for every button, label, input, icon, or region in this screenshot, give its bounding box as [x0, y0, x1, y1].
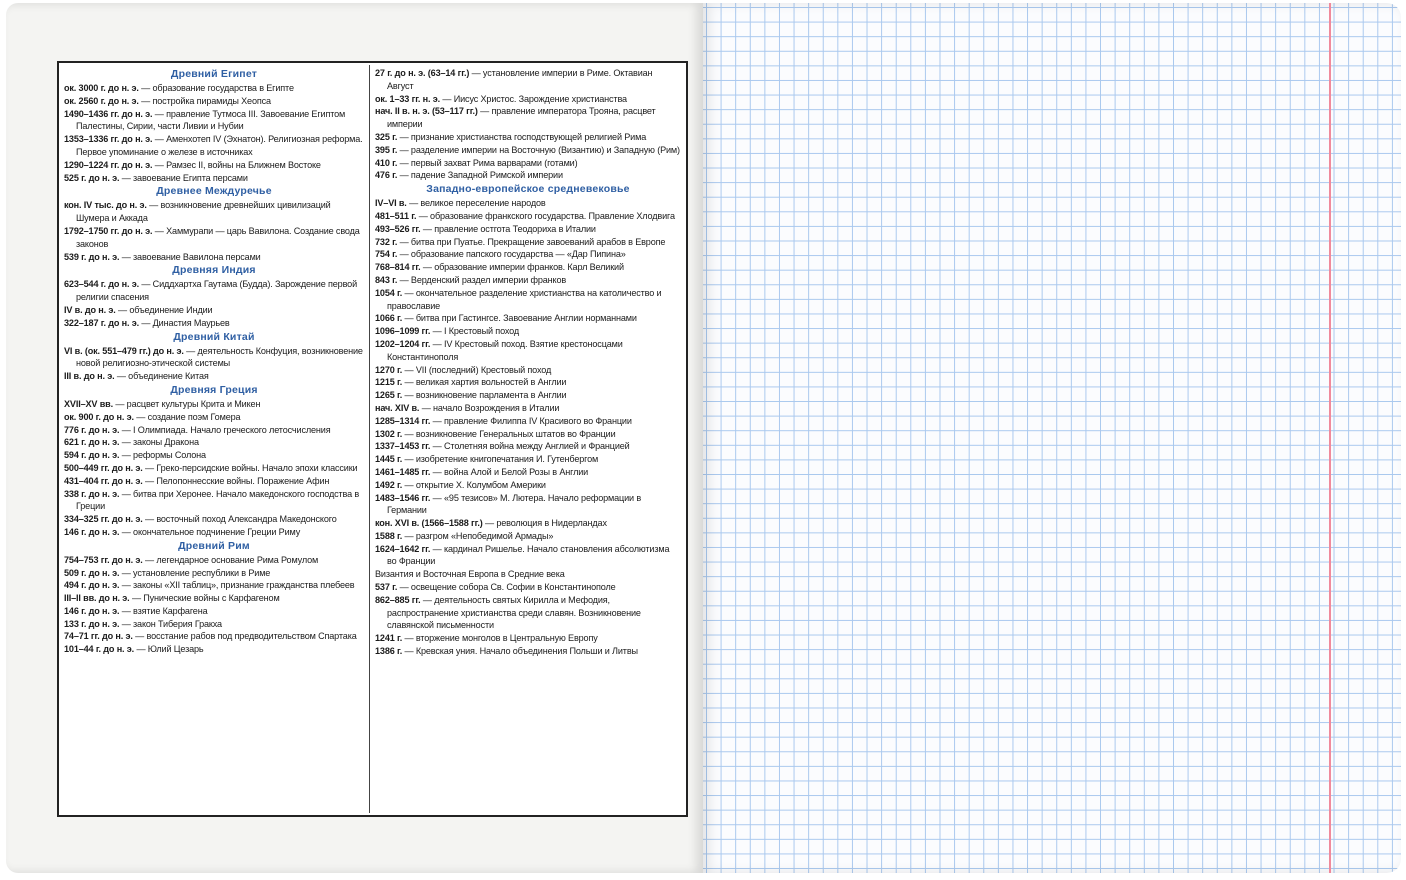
entry-date: 1215 г. [375, 377, 403, 388]
timeline-entry [375, 223, 681, 236]
entry-dash: — [430, 338, 444, 349]
timeline-entry [375, 581, 681, 594]
timeline-entry [64, 411, 364, 424]
entry-text: восстание рабов под предводительством Спартака [146, 631, 357, 642]
entry-text: освещение собора Св. Софии в Константинополе [410, 582, 616, 593]
timeline-entry [375, 440, 681, 453]
entry-date: 146 г. до н. э. [64, 526, 120, 537]
entry-dash: — [397, 144, 411, 155]
timeline-entry [64, 133, 364, 159]
timeline-entry [64, 554, 364, 567]
entry-date: 768–814 гг. [375, 262, 421, 273]
entry-date: 754 г. [375, 249, 398, 260]
entry-text: признание христианства господствующей религией Рима [410, 131, 647, 142]
timeline-entry [375, 236, 681, 249]
entry-date: 1492 г. [375, 479, 403, 490]
entry-text: правление императора Трояна, расцвет империи [387, 106, 656, 130]
timeline-entry [375, 210, 681, 223]
entry-text: возникновение парламента в Англии [415, 390, 567, 401]
entry-text: установление республики в Риме [133, 567, 271, 578]
entry-date: 1270 г. [375, 364, 403, 375]
entry-date: 27 г. до н. э. (63–14 гг.) [375, 68, 470, 78]
entry-dash: — [420, 223, 435, 234]
entry-dash: — [119, 567, 134, 578]
entry-date: 410 г. [375, 157, 398, 168]
entry-date: 1624–1642 гг. [375, 543, 431, 554]
entry-date: 862–885 гг. [375, 594, 421, 605]
timeline-entry [375, 632, 681, 645]
entry-date: VI в. (ок. 551–479 гг.) до н. э. [64, 345, 184, 356]
entry-text: IV Крестовый поход. Взятие крестоносцами Константинополя [387, 338, 623, 362]
entry-dash: — [430, 492, 444, 503]
entry-dash: — [138, 317, 153, 328]
entry-dash: — [134, 644, 148, 655]
entry-date: ок. 1–33 гг. н. э. [375, 93, 441, 104]
entry-date: 539 г. до н. э. [64, 251, 120, 262]
timeline-entry [64, 424, 364, 437]
entry-date: III–II вв. до н. э. [64, 593, 130, 604]
timeline-entry [64, 278, 364, 304]
entry-text: I Крестовый поход [444, 326, 520, 337]
section-heading: Западно-европейское средневековье [426, 183, 630, 196]
entry-date: 623–544 г. до н. э. [64, 279, 139, 290]
entry-dash: — [115, 304, 130, 315]
entry-dash: — [152, 134, 167, 145]
entry-dash: — [397, 131, 411, 142]
entry-date: 732 г. [375, 236, 398, 247]
entry-date: 594 г. до н. э. [64, 450, 120, 461]
entry-dash: — [132, 631, 147, 642]
entry-text: образование франкского государства. Правление Хлодвига [430, 210, 675, 221]
entry-text: война Алой и Белой Розы в Англии [444, 466, 589, 477]
entry-text: взятие Карфагена [133, 605, 208, 616]
entry-date: 1386 г. [375, 646, 403, 657]
entry-text: законы Дракона [133, 437, 199, 448]
entry-dash: — [146, 200, 161, 211]
entry-date: 1490–1436 гг. до н. э. [64, 108, 153, 119]
timeline-entry [375, 568, 681, 581]
entry-text: Столетняя война между Англией и Францией [444, 441, 630, 452]
entry-date: 525 г. до н. э. [64, 172, 120, 183]
timeline-entry [64, 488, 364, 514]
entry-date: 537 г. [375, 582, 398, 593]
timeline-entry [375, 402, 681, 415]
entry-text: битва при Пуатье. Прекращение завоеваний арабов в Европе [410, 236, 666, 247]
entry-text: Иисус Христос. Зарождение христианства [453, 93, 627, 104]
entry-text: образование империи франков. Карл Великий [434, 262, 624, 273]
entry-date: 1483–1546 гг. [375, 492, 431, 503]
notebook-spread [6, 3, 1401, 873]
section-heading: Древняя Греция [170, 383, 258, 396]
entry-text: завоевание Египта персами [133, 172, 248, 183]
timeline-entry [64, 317, 364, 330]
timeline-entry [64, 304, 364, 317]
entry-text: возникновение древнейших цивилизаций Шумера и Аккада [76, 200, 331, 224]
section-heading: Древний Рим [178, 539, 250, 552]
entry-dash: — [430, 543, 444, 554]
left-page-cover-inside [6, 3, 703, 873]
entry-date: ок. 3000 г. до н. э. [64, 83, 139, 93]
entry-dash: — [402, 287, 416, 298]
timeline-entry [375, 67, 681, 93]
entry-dash: — [469, 68, 483, 78]
entry-dash: — [419, 402, 434, 413]
entry-dash: — [133, 411, 148, 422]
section-heading: Древний Египет [170, 68, 258, 80]
timeline-entry [375, 492, 681, 518]
timeline-entry [375, 415, 681, 428]
entry-text: деятельность Конфуция, возникновение новой религиозно-этической системы [76, 345, 363, 369]
entry-text: битва при Гастингсе. Завоевание Англии норманнами [415, 313, 637, 324]
entry-date: 843 г. [375, 274, 398, 285]
entry-dash: — [430, 466, 444, 477]
entry-text: «95 тезисов» М. Лютера. Начало реформации в Германии [387, 492, 642, 516]
timeline-entry [64, 605, 364, 618]
timeline-entry [64, 82, 364, 95]
entry-date: 1290–1224 гг. до н. э. [64, 159, 153, 170]
entry-dash: — [142, 462, 157, 473]
entry-dash: — [402, 633, 416, 644]
entry-dash: — [397, 582, 411, 593]
entry-dash: — [402, 479, 416, 490]
timeline-entry [64, 449, 364, 462]
timeline-entry [375, 274, 681, 287]
entry-dash: — [402, 390, 416, 401]
entry-dash: — [119, 605, 134, 616]
entry-date: 1792–1750 гг. до н. э. [64, 225, 153, 236]
entry-text: Династия Маурьев [152, 317, 230, 328]
entry-text: правление остгота Теодориха в Италии [434, 223, 596, 234]
entry-dash: — [402, 530, 416, 541]
entry-date: 1066 г. [375, 313, 403, 324]
entry-date: XVII–XV вв. [64, 398, 113, 409]
entry-text: образование папского государства — «Дар Пипина» [410, 249, 626, 260]
entry-dash: — [119, 618, 134, 629]
entry-date: кон. IV тыс. до н. э. [64, 200, 147, 211]
timeline-entry [375, 453, 681, 466]
entry-date: 776 г. до н. э. [64, 424, 120, 435]
entry-dash: — [430, 415, 444, 426]
entry-dash: — [402, 428, 416, 439]
entry-text: Пелопоннесские войны. Поражение Афин [156, 475, 330, 486]
entry-date: ок. 2560 г. до н. э. [64, 95, 139, 106]
entry-date: 500–449 гг. до н. э. [64, 462, 143, 473]
entry-dash: — [129, 593, 144, 604]
entry-dash: — [397, 170, 411, 181]
timeline-entry [375, 364, 681, 377]
red-margin-line [1329, 3, 1331, 873]
timeline-entry [375, 157, 681, 170]
entry-dash: — [114, 371, 129, 382]
timeline-entry [64, 345, 364, 371]
entry-dash: — [152, 225, 167, 236]
timeline-entry [64, 225, 364, 251]
entry-text: восточный поход Александра Македонского [156, 514, 337, 525]
dates-column-right [375, 67, 681, 658]
entry-dash: — [152, 159, 167, 170]
timeline-entry [64, 526, 364, 539]
entry-dash: — [112, 398, 127, 409]
entry-text: правление Филиппа IV Красивого во Франции [444, 415, 632, 426]
history-dates-table [57, 61, 688, 817]
timeline-entry [64, 398, 364, 411]
timeline-entry [375, 325, 681, 338]
entry-dash: — [430, 326, 444, 337]
entry-text: Юлий Цезарь [147, 644, 204, 655]
entry-text: I Олимпиада. Начало греческого летосчисления [133, 424, 331, 435]
entry-date: 1302 г. [375, 428, 403, 439]
entry-date: 146 г. до н. э. [64, 605, 120, 616]
timeline-entry [375, 197, 681, 210]
entry-dash: — [119, 488, 134, 499]
entry-text: окончательное разделение христианства на католичество и православие [387, 287, 662, 311]
entry-date: кон. XVI в. (1566–1588 гг.) [375, 518, 483, 529]
entry-dash: — [397, 236, 411, 247]
timeline-entry [375, 169, 681, 182]
timeline-entry [64, 95, 364, 108]
entry-text: битва при Херонее. Начало македонского господства в Греции [76, 488, 360, 512]
entry-text: законы «XII таблиц», признание гражданства плебеев [133, 580, 355, 591]
timeline-entry [64, 436, 364, 449]
entry-dash: — [138, 83, 153, 93]
entry-date: 493–526 гг. [375, 223, 421, 234]
entry-text: VII (последний) Крестовый поход [415, 364, 552, 375]
entry-date: 395 г. [375, 144, 398, 155]
entry-dash: — [119, 424, 134, 435]
entry-date: 431–404 гг. до н. э. [64, 475, 143, 486]
entry-text: деятельность святых Кирилла и Мефодия, распространение христианства среди славян. Возникновение славянской письменности [387, 594, 641, 631]
entry-date: 509 г. до н. э. [64, 567, 120, 578]
entry-date: IV в. до н. э. [64, 304, 116, 315]
timeline-entry [375, 530, 681, 543]
right-page-grid [703, 3, 1401, 873]
entry-date: 481–511 г. [375, 210, 417, 221]
entry-text: объединение Индии [129, 304, 213, 315]
entry-text: реформы Солона [133, 450, 206, 461]
entry-date: 325 г. [375, 131, 398, 142]
entry-date: 754–753 гг. до н. э. [64, 554, 143, 565]
timeline-entry [375, 287, 681, 313]
entry-date: нач. II в. н. э. (53–117 гг.) [375, 106, 478, 117]
entry-text: расцвет культуры Крита и Микен [126, 398, 261, 409]
timeline-entry [64, 567, 364, 580]
entry-date: 334–325 гг. до н. э. [64, 514, 143, 525]
timeline-entry [64, 199, 364, 225]
timeline-entry [375, 105, 681, 131]
column-divider [369, 65, 370, 813]
entry-dash: — [142, 475, 157, 486]
timeline-entry [375, 466, 681, 479]
timeline-entry [64, 462, 364, 475]
entry-dash: — [397, 249, 411, 260]
entry-date: IV–VI в. [375, 198, 407, 209]
entry-date: 1241 г. [375, 633, 403, 644]
entry-dash: — [402, 377, 416, 388]
timeline-entry [375, 312, 681, 325]
entry-dash: — [119, 580, 134, 591]
entry-date: 1202–1204 гг. [375, 338, 431, 349]
entry-text: создание поэм Гомера [147, 411, 241, 422]
timeline-entry [64, 475, 364, 488]
entry-dash: — [152, 108, 167, 119]
entry-text: великое переселение народов [420, 198, 546, 209]
timeline-entry [64, 630, 364, 643]
timeline-entry [375, 428, 681, 441]
entry-text: закон Тиберия Гракха [133, 618, 222, 629]
timeline-entry [375, 543, 681, 569]
dates-column-left [64, 67, 364, 656]
entry-text: легендарное основание Рима Ромулом [156, 554, 319, 565]
entry-dash: — [119, 251, 134, 262]
entry-date: ок. 900 г. до н. э. [64, 411, 134, 422]
entry-text: объединение Китая [128, 371, 209, 382]
entry-dash: — [402, 646, 416, 657]
entry-text: образование государства в Египте [152, 83, 294, 93]
entry-date: 74–71 гг. до н. э. [64, 631, 133, 642]
entry-date: III в. до н. э. [64, 371, 115, 382]
entry-dash: — [402, 454, 416, 465]
timeline-entry [64, 643, 364, 656]
entry-dash: — [183, 345, 198, 356]
timeline-entry [64, 172, 364, 185]
timeline-entry [64, 159, 364, 172]
entry-text: Греко-персидские войны. Начало эпохи классики [156, 462, 358, 473]
entry-date: 1353–1336 гг. до н. э. [64, 134, 153, 145]
timeline-entry [64, 108, 364, 134]
section-heading: Древний Китай [173, 330, 255, 343]
entry-text: падение Западной Римской империи [410, 170, 563, 181]
entry-text: первый захват Рима варварами (готами) [410, 157, 578, 168]
entry-text: Сиддхартха Гаутама (Будда). Зарождение первой религии спасения [76, 279, 357, 303]
entry-date: 1265 г. [375, 390, 403, 401]
entry-date: нач. XIV в. [375, 402, 420, 413]
timeline-entry [375, 144, 681, 157]
timeline-entry [64, 370, 364, 383]
entry-date: 1285–1314 гг. [375, 415, 431, 426]
timeline-entry [375, 261, 681, 274]
entry-dash: — [420, 594, 435, 605]
entry-dash: — [397, 157, 411, 168]
timeline-entry [375, 517, 681, 530]
entry-text: разгром «Непобедимой Армады» [415, 530, 554, 541]
entry-text: великая хартия вольностей в Англии [415, 377, 567, 388]
entry-text: изобретение книгопечатания И. Гутенбергом [415, 454, 599, 465]
timeline-entry [375, 389, 681, 402]
entry-text: Пунические войны с Карфагеном [143, 593, 280, 604]
entry-text: революция в Нидерландах [496, 518, 607, 529]
timeline-entry [375, 479, 681, 492]
entry-dash: — [397, 274, 411, 285]
entry-dash: — [119, 450, 134, 461]
timeline-entry [64, 513, 364, 526]
entry-dash: — [430, 441, 444, 452]
timeline-entry [375, 645, 681, 658]
timeline-entry [375, 338, 681, 364]
entry-dash: — [142, 514, 157, 525]
entry-text: правление Тутмоса III. Завоевание Египтом Палестины, Сирии, части Ливии и Нубии [76, 108, 346, 132]
entry-dash: — [482, 518, 497, 529]
entry-dash: — [416, 210, 431, 221]
entry-dash: — [142, 554, 157, 565]
entry-text: Рамзес II, войны на Ближнем Востоке [166, 159, 321, 170]
entry-dash: — [138, 279, 153, 290]
entry-dash: — [402, 364, 416, 375]
entry-date: 133 г. до н. э. [64, 618, 120, 629]
entry-text: постройка пирамиды Хеопса [152, 95, 271, 106]
timeline-entry [375, 594, 681, 632]
entry-text: окончательное подчинение Греции Риму [133, 526, 301, 537]
timeline-entry [64, 251, 364, 264]
entry-date: 1461–1485 гг. [375, 466, 431, 477]
entry-dash: — [477, 106, 492, 117]
entry-dash: — [119, 526, 134, 537]
entry-date: 1588 г. [375, 530, 403, 541]
timeline-entry [375, 248, 681, 261]
entry-dash: — [406, 198, 421, 209]
entry-text: вторжение монголов в Центральную Европу [415, 633, 598, 644]
section-heading: Древняя Индия [172, 264, 256, 277]
entry-text: Аменхотеп IV (Эхнатон). Религиозная реформа. Первое упоминание о железе в источниках [76, 134, 363, 157]
entry-date: 1445 г. [375, 454, 403, 465]
entry-dash: — [402, 313, 416, 324]
entry-text: начало Возрождения в Италии [433, 402, 560, 413]
entry-dash: — [119, 172, 134, 183]
entry-text: Верденский раздел империи франков [410, 274, 567, 285]
section-heading: Древнее Междуречье [156, 185, 272, 198]
entry-date: 1096–1099 гг. [375, 326, 431, 337]
entry-text: Кревская уния. Начало объединения Польши и Литвы [415, 646, 638, 657]
timeline-entry [375, 131, 681, 144]
entry-date: 476 г. [375, 170, 398, 181]
entry-text: Византия и Восточная Европа в Средние века [375, 569, 565, 580]
entry-date: 494 г. до н. э. [64, 580, 120, 591]
entry-date: 1054 г. [375, 287, 403, 298]
entry-date: 621 г. до н. э. [64, 437, 120, 448]
timeline-entry [375, 376, 681, 389]
timeline-entry [64, 579, 364, 592]
entry-dash: — [138, 95, 153, 106]
entry-date: 338 г. до н. э. [64, 488, 120, 499]
entry-text: открытие Х. Колумбом Америки [415, 479, 546, 490]
entry-text: завоевание Вавилона персами [133, 251, 261, 262]
entry-text: разделение империи на Восточную (Византию) и Западную (Рим) [410, 144, 680, 155]
timeline-entry [64, 592, 364, 605]
entry-date: 101–44 г. до н. э. [64, 644, 135, 655]
entry-text: кардинал Ришелье. Начало становления абсолютизма во Франции [387, 543, 670, 567]
entry-date: 1337–1453 гг. [375, 441, 431, 452]
timeline-entry [64, 618, 364, 631]
entry-text: установление империи в Риме. Октавиан Август [387, 68, 653, 91]
entry-dash: — [440, 93, 454, 104]
entry-text: возникновение Генеральных штатов во Франции [415, 428, 616, 439]
entry-dash: — [119, 437, 134, 448]
entry-text: Хаммурапи — царь Вавилона. Создание свода законов [76, 225, 360, 249]
entry-dash: — [420, 262, 435, 273]
entry-date: 322–187 г. до н. э. [64, 317, 139, 328]
timeline-entry [375, 93, 681, 106]
